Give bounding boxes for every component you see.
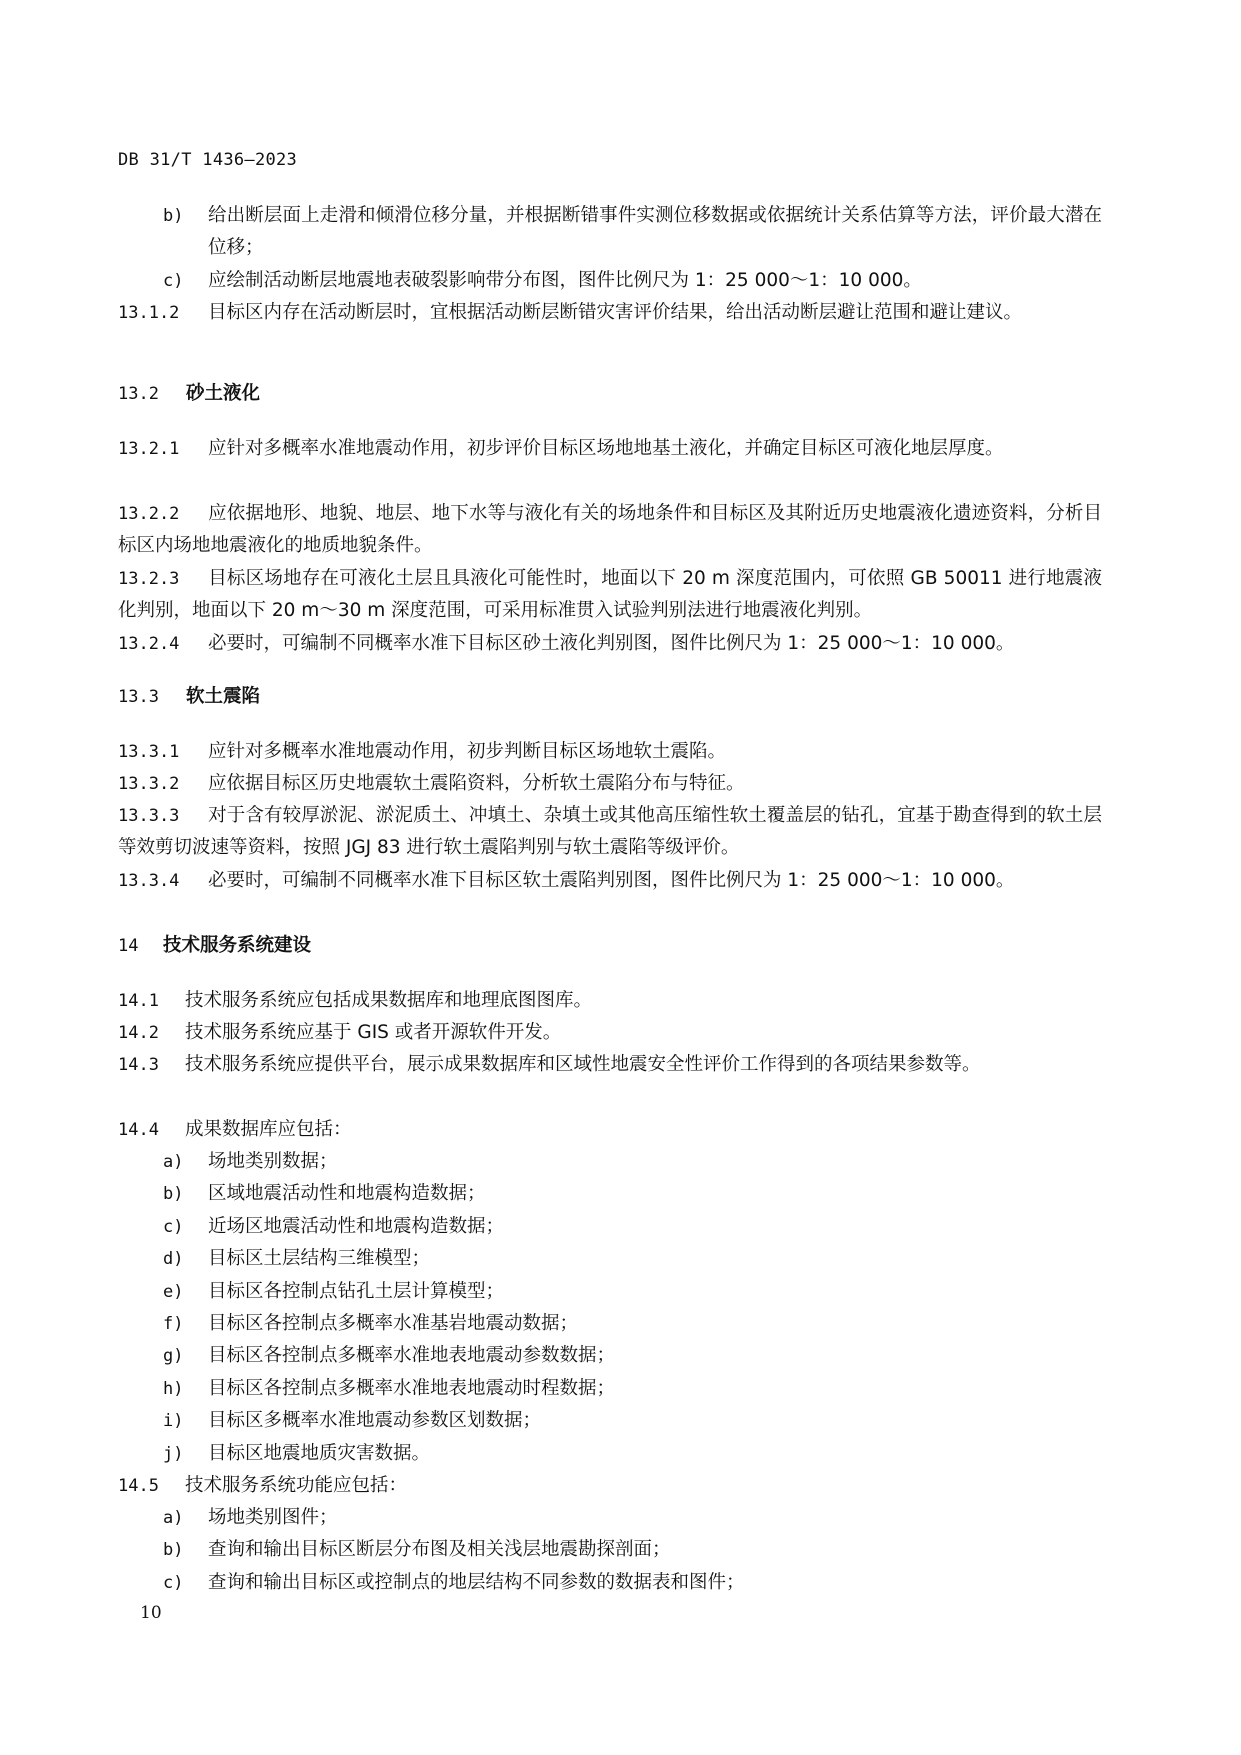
list-item	[118, 1567, 1102, 1599]
clause-number: 13.2.3	[118, 569, 180, 589]
list-text: 给出断层面上走滑和倾滑位移分量，并根据断错事件实测位移数据或依据统计关系估算等方法，评价最大潜在位移；	[208, 205, 1102, 259]
clause-number: 13.3.2	[118, 774, 180, 794]
page-number: 10	[140, 1603, 162, 1623]
list-marker: b)	[163, 1540, 184, 1561]
clause-number: 14.5	[118, 1476, 159, 1496]
list-item	[118, 265, 1102, 297]
list-item	[118, 1178, 1102, 1210]
list-marker: c)	[163, 271, 184, 291]
clause-13-2-4	[118, 628, 1102, 660]
list-item	[118, 1373, 1102, 1405]
section-heading: 砂土液化	[186, 383, 261, 404]
list-item	[118, 1534, 1102, 1566]
list-text: 查询和输出目标区或控制点的地层结构不同参数的数据表和图件；	[208, 1571, 745, 1593]
clause-text: 成果数据库应包括：	[185, 1119, 352, 1140]
list-marker: b)	[163, 206, 184, 226]
chapter-heading: 技术服务系统建设	[163, 935, 312, 956]
list-text: 场地类别数据；	[208, 1151, 338, 1172]
clause-14-1	[118, 985, 1102, 1017]
clause-number: 13.2.2	[118, 504, 180, 524]
clause-text: 应针对多概率水准地震动作用，初步判断目标区场地软土震陷。	[208, 741, 727, 762]
chapter-number: 14	[118, 936, 139, 956]
list-item	[118, 1243, 1102, 1275]
list-14-5	[118, 1502, 1102, 1599]
list-item	[118, 1405, 1102, 1437]
list-text: 目标区各控制点多概率水准基岩地震动数据；	[208, 1313, 579, 1335]
list-item	[118, 1340, 1102, 1372]
section-heading: 软土震陷	[186, 686, 261, 707]
clause-text: 技术服务系统应提供平台，展示成果数据库和区域性地震安全性评价工作得到的各项结果参数等。	[185, 1054, 981, 1075]
list-marker: f)	[163, 1314, 184, 1335]
clause-13-3-1	[118, 736, 1102, 768]
clause-13-3-3	[118, 800, 1102, 865]
list-14-4	[118, 1146, 1102, 1470]
list-text: 区域地震活动性和地震构造数据；	[208, 1183, 486, 1205]
list-item	[118, 1146, 1102, 1178]
list-marker: g)	[163, 1346, 184, 1367]
clause-13-1-2	[118, 297, 1102, 329]
list-text: 近场区地震活动性和地震构造数据；	[208, 1215, 505, 1237]
clause-number: 14.2	[118, 1023, 159, 1043]
clause-text: 对于含有较厚淤泥、淤泥质土、冲填土、杂填土或其他高压缩性软土覆盖层的钻孔，宜基于勘查得到的软土层等效剪切波速等资料，按照 JGJ 83 进行软土震陷判别与软土震陷等级评价。	[118, 805, 1102, 859]
list-text: 目标区各控制点多概率水准地表地震动时程数据；	[208, 1377, 616, 1399]
list-item	[118, 1502, 1102, 1534]
clause-13-2-3	[118, 563, 1102, 628]
clause-number: 14.4	[118, 1120, 159, 1140]
clause-text: 应针对多概率水准地震动作用，初步评价目标区场地地基土液化，并确定目标区可液化地层厚度。	[208, 438, 1004, 459]
list-marker: e)	[163, 1281, 184, 1302]
section-13-2-title	[118, 378, 260, 410]
clause-number: 13.2.1	[118, 439, 180, 459]
section-number: 13.3	[118, 687, 159, 707]
clause-text: 必要时，可编制不同概率水准下目标区软土震陷判别图，图件比例尺为 1：25 000～1：10 000。	[208, 870, 1015, 891]
clause-text: 技术服务系统应包括成果数据库和地理底图图库。	[185, 990, 593, 1011]
list-text: 目标区各控制点多概率水准地表地震动参数数据；	[208, 1345, 616, 1367]
clause-number: 14.1	[118, 991, 159, 1011]
clause-number: 13.3.1	[118, 742, 180, 762]
list-text: 场地类别图件；	[208, 1507, 338, 1528]
list-text: 目标区多概率水准地震动参数区划数据；	[208, 1410, 542, 1432]
clause-14-2	[118, 1017, 1102, 1049]
clause-number: 13.3.3	[118, 806, 180, 826]
list-item	[118, 1308, 1102, 1340]
clause-number: 13.3.4	[118, 871, 180, 891]
page-header: DB 31/T 1436—2023	[118, 150, 298, 170]
list-marker: c)	[163, 1572, 184, 1593]
list-marker: a)	[163, 1508, 184, 1528]
list-marker: b)	[163, 1184, 184, 1205]
list-marker: j)	[163, 1443, 184, 1464]
clause-text: 技术服务系统功能应包括：	[185, 1475, 408, 1496]
list-item	[118, 200, 1102, 265]
clause-13-2-2	[118, 498, 1102, 563]
clause-13-2-1	[118, 433, 1102, 465]
section-number: 13.2	[118, 384, 159, 404]
clause-text: 技术服务系统应基于 GIS 或者开源软件开发。	[185, 1022, 562, 1043]
list-item	[118, 1276, 1102, 1308]
clause-number: 14.3	[118, 1055, 159, 1075]
list-text: 目标区土层结构三维模型；	[208, 1248, 431, 1270]
list-item	[118, 1438, 1102, 1470]
clause-13-3-4	[118, 865, 1102, 897]
list-text: 应绘制活动断层地震地表破裂影响带分布图，图件比例尺为 1：25 000～1：10 000。	[208, 270, 922, 291]
clause-number: 13.2.4	[118, 634, 180, 654]
list-text: 目标区各控制点钻孔土层计算模型；	[208, 1280, 505, 1302]
clause-text: 目标区内存在活动断层时，宜根据活动断层断错灾害评价结果，给出活动断层避让范围和避让建议。	[208, 302, 1023, 323]
clause-14-4	[118, 1114, 1102, 1146]
list-marker: h)	[163, 1378, 184, 1399]
list-text: 查询和输出目标区断层分布图及相关浅层地震勘探剖面；	[208, 1539, 671, 1561]
clause-14-3	[118, 1049, 1102, 1081]
list-marker: c)	[163, 1216, 184, 1237]
chapter-14-title	[118, 930, 311, 962]
clause-text: 应依据地形、地貌、地层、地下水等与液化有关的场地条件和目标区及其附近历史地震液化遗迹资料，分析目标区内场地地震液化的地质地貌条件。	[118, 503, 1102, 557]
clause-13-3-2	[118, 768, 1102, 800]
list-marker: d)	[163, 1249, 184, 1270]
list-marker: i)	[163, 1411, 184, 1432]
list-marker: a)	[163, 1152, 184, 1172]
clause-text: 必要时，可编制不同概率水准下目标区砂土液化判别图，图件比例尺为 1：25 000～1：10 000。	[208, 633, 1015, 654]
clause-14-5	[118, 1470, 1102, 1502]
section-13-3-title	[118, 681, 260, 713]
list-text: 目标区地震地质灾害数据。	[208, 1442, 431, 1464]
list-item	[118, 1211, 1102, 1243]
clause-text: 应依据目标区历史地震软土震陷资料，分析软土震陷分布与特征。	[208, 773, 745, 794]
clause-number: 13.1.2	[118, 303, 180, 323]
clause-text: 目标区场地存在可液化土层且具液化可能性时，地面以下 20 m 深度范围内，可依照 GB 50011 进行地震液化判别，地面以下 20 m～30 m 深度范围，可采用标准贯入试验判别法进行地震液化判别。	[118, 568, 1102, 622]
